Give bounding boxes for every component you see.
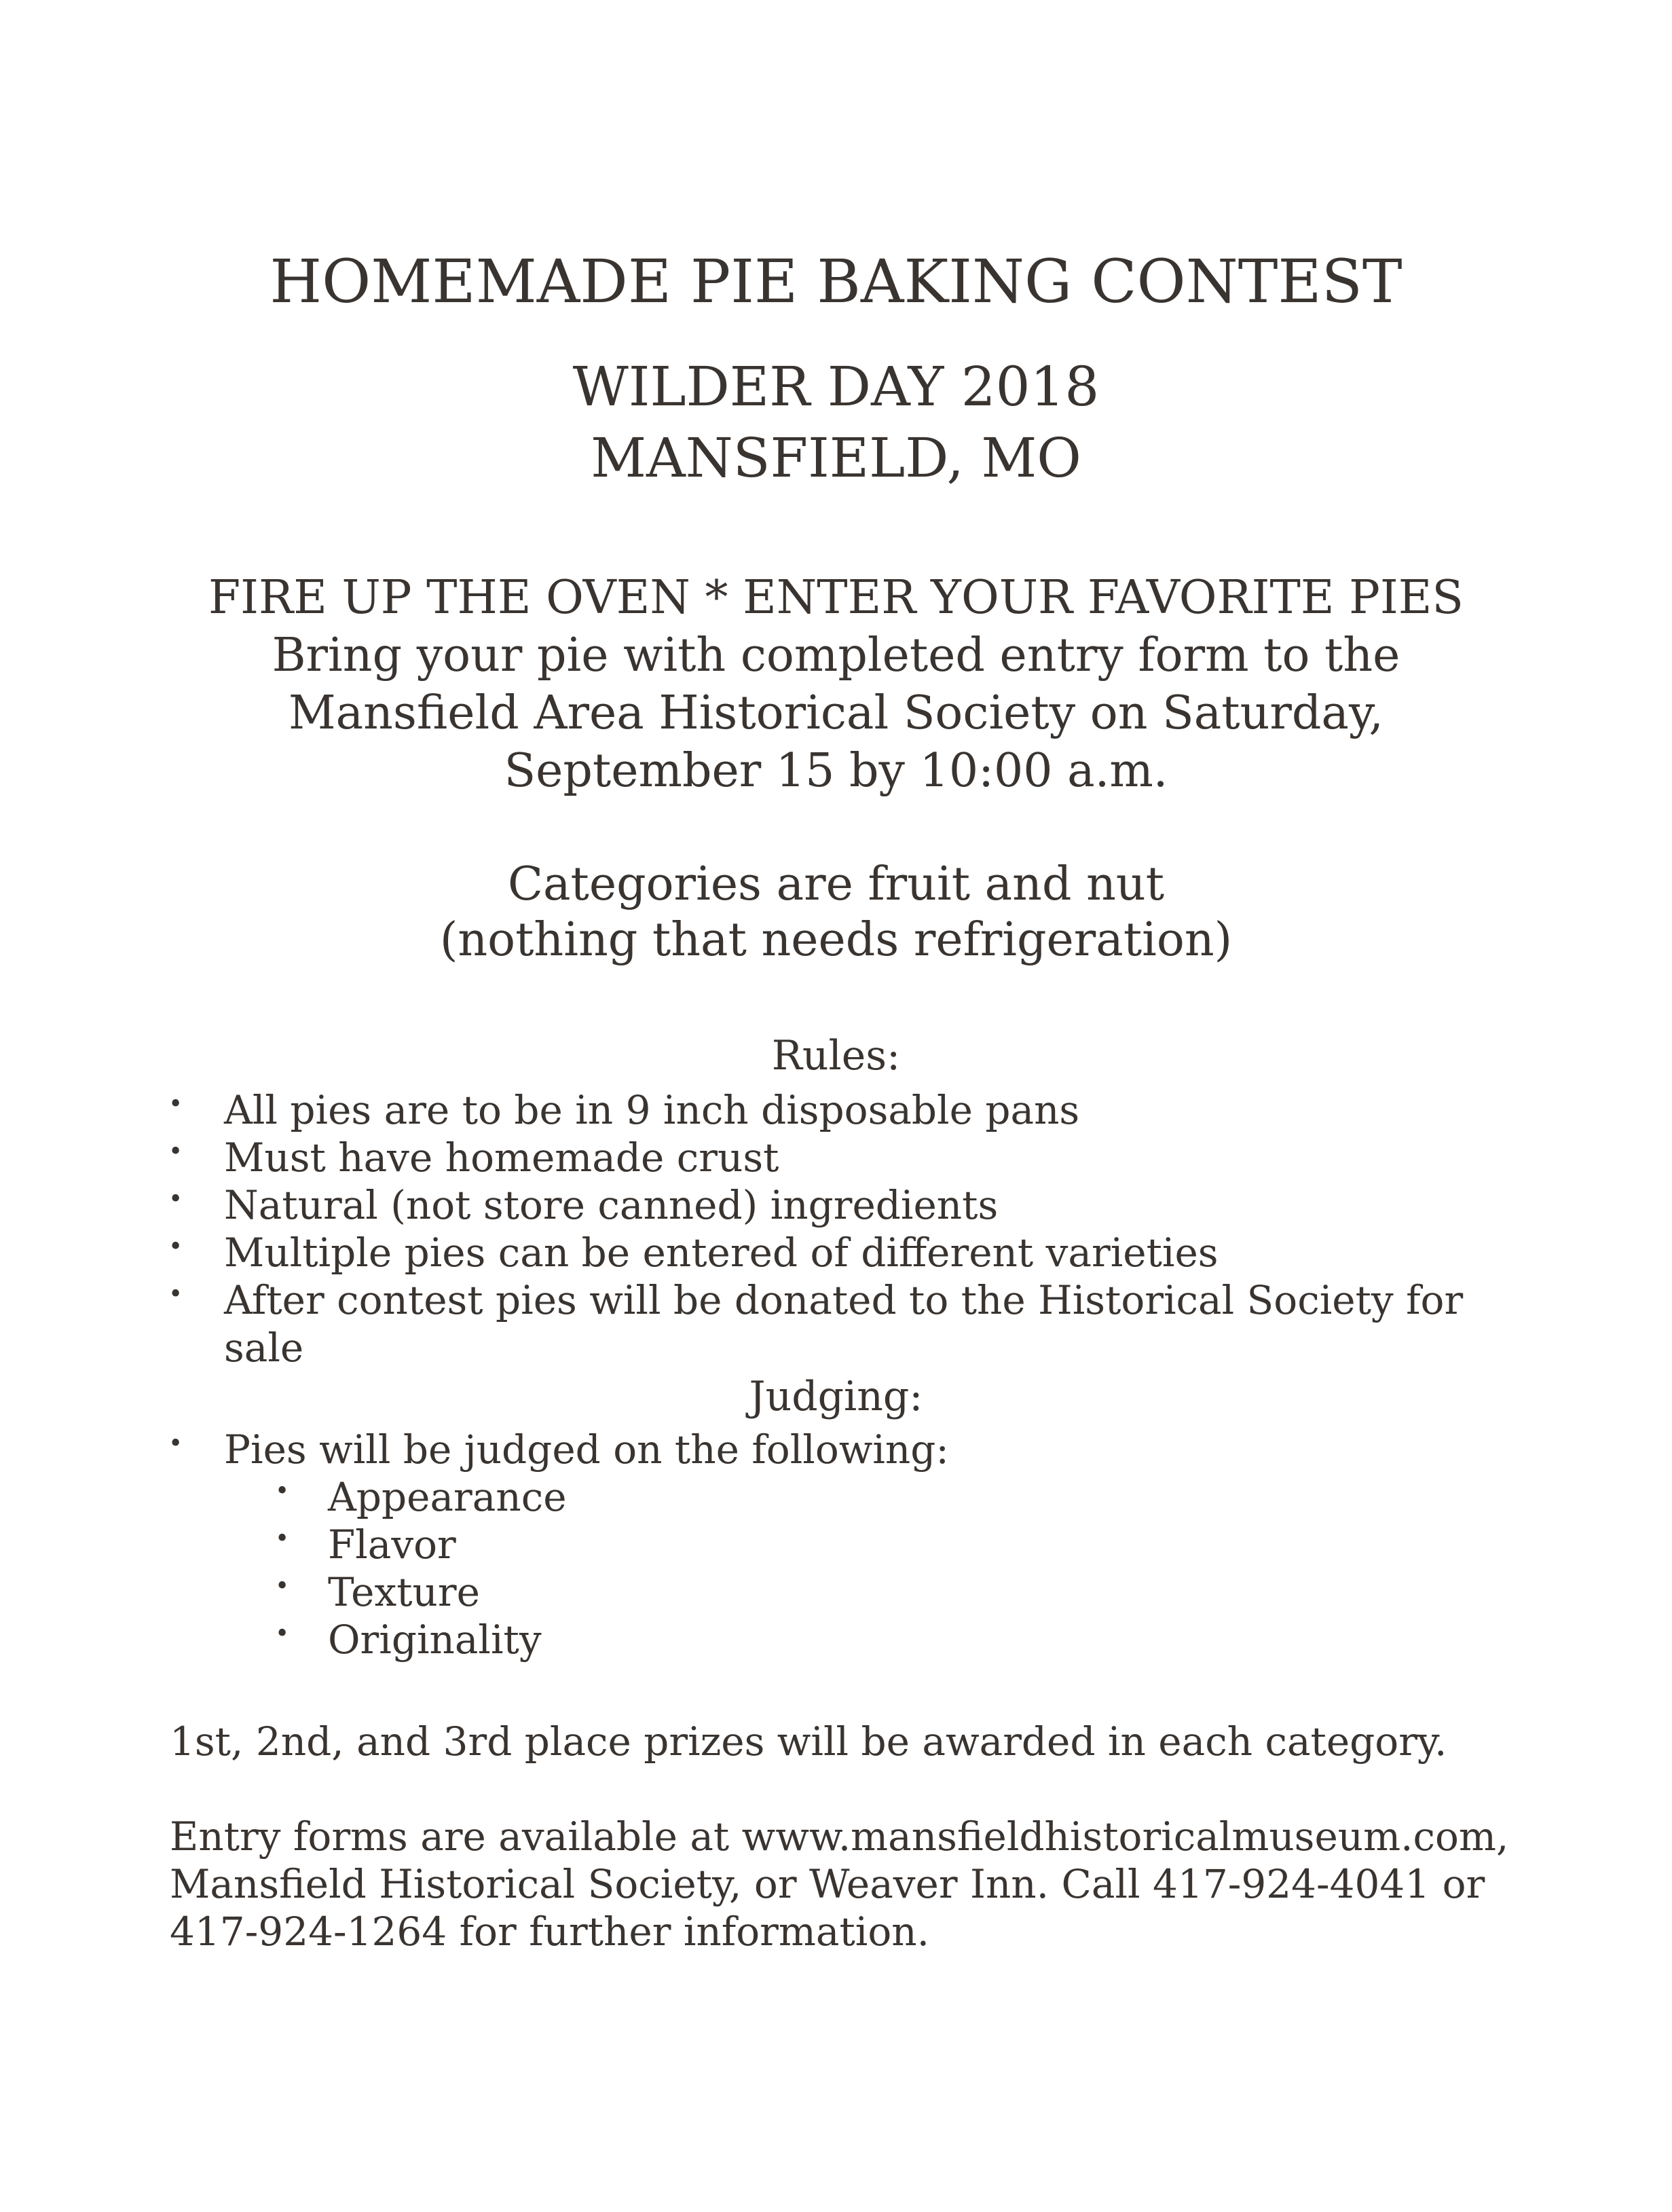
criteria-item: • Flavor (328, 1521, 567, 1568)
bullet-icon: • (168, 1138, 183, 1166)
criteria-item: • Texture (328, 1568, 567, 1616)
intro-tagline: FIRE UP THE OVEN * ENTER YOUR FAVORITE PIES (208, 571, 1464, 625)
bullet-icon: • (168, 1430, 183, 1458)
judging-list (168, 1426, 949, 1473)
rule-item: • After contest pies will be donated to the Historical Society for (224, 1276, 1463, 1324)
prizes-text: 1st, 2nd, and 3rd place prizes will be awarded in each category. (170, 1718, 1447, 1765)
rule-item: • Multiple pies can be entered of different varieties (224, 1229, 1463, 1276)
criteria-item: • Originality (328, 1616, 567, 1663)
categories-line: Categories are fruit and nut (507, 858, 1165, 911)
bullet-icon: • (275, 1525, 290, 1553)
entry-line: Mansfield Historical Society, or Weaver Inn. Call 417-924-4041 or (170, 1861, 1485, 1907)
criteria-list (275, 1473, 567, 1663)
entry-info (170, 1813, 1508, 1955)
intro-line: Mansfield Area Historical Society on Saturday, (289, 686, 1383, 740)
event-location: MANSFIELD, MO (591, 426, 1081, 490)
event-name: WILDER DAY 2018 (572, 355, 1100, 418)
rule-item: • Must have homemade crust (224, 1134, 1463, 1181)
intro-line: Bring your pie with completed entry form to the (272, 629, 1400, 682)
rule-item-continuation: sale (224, 1325, 304, 1371)
intro-block (0, 569, 1672, 800)
entry-line: 417-924-1264 for further information. (170, 1909, 930, 1955)
contest-title: HOMEMADE PIE BAKING CONTEST (270, 246, 1402, 316)
bullet-icon: • (275, 1572, 290, 1600)
bullet-icon: • (275, 1477, 290, 1505)
rules-list (168, 1086, 1464, 1371)
judging-heading: Judging: (749, 1373, 923, 1420)
rule-item: • All pies are to be in 9 inch disposable pans (224, 1086, 1463, 1134)
entry-line: Entry forms are available at www.mansfieldhistoricalmuseum.com, (170, 1813, 1509, 1860)
rule-item: • Natural (not store canned) ingredients (224, 1181, 1463, 1229)
categories-block (0, 857, 1672, 968)
bullet-icon: • (275, 1620, 290, 1648)
criteria-item: • Appearance (328, 1473, 567, 1521)
rules-heading: Rules: (771, 1032, 901, 1080)
categories-note: (nothing that needs refrigeration) (439, 913, 1233, 967)
judging-item: • Pies will be judged on the following: (224, 1426, 949, 1473)
bullet-icon: • (168, 1233, 183, 1261)
bullet-icon: • (168, 1185, 183, 1213)
bullet-icon: • (168, 1280, 183, 1308)
bullet-icon: • (168, 1090, 183, 1118)
intro-line: September 15 by 10:00 a.m. (504, 744, 1168, 798)
